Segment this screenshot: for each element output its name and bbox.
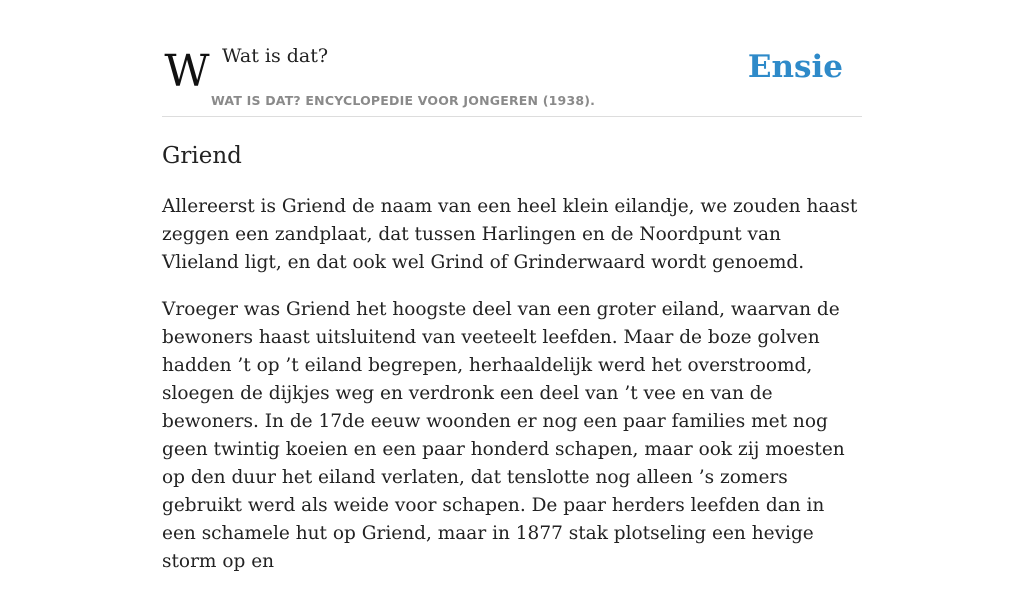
site-title[interactable]: Wat is dat? bbox=[222, 45, 329, 67]
article-title: Griend bbox=[162, 143, 242, 169]
article-body bbox=[162, 193, 862, 576]
article-paragraph: Allereerst is Griend de naam van een heel klein eilandje, we zouden haast zeggen een zandplaat, dat tussen Harlingen en de Noordpunt van Vlieland ligt, en dat ook wel Grind of Grinderwaard wordt genoemd. bbox=[162, 196, 858, 273]
brand-logo[interactable]: Ensie bbox=[747, 49, 843, 85]
source-subtitle: WAT IS DAT? ENCYCLOPEDIE VOOR JONGEREN (1938). bbox=[211, 93, 596, 108]
wikipedia-w-icon[interactable] bbox=[164, 46, 210, 97]
article-paragraph: Vroeger was Griend het hoogste deel van een groter eiland, waarvan de bewoners haast uitsluitend van veeteelt leefden. Maar de boze golven hadden ’t op ’t eiland begrepen, herhaaldelijk werd het overstroomd, sloegen de dijkjes weg en verdronk een deel van ’t vee en van de bewoners. In de 17de eeuw woonden er nog een paar families met nog geen twintig koeien en een paar honderd schapen, maar ook zij moesten op den duur het eiland verlaten, dat tenslotte nog alleen ’s zomers gebruikt werd als weide voor schapen. De paar herders leefden dan in een schamele hut op Griend, maar in 1877 stak plotseling een hevige storm op en bbox=[162, 299, 845, 572]
svg-text:W: W bbox=[164, 46, 210, 97]
site-header bbox=[162, 0, 862, 117]
page bbox=[162, 0, 862, 595]
